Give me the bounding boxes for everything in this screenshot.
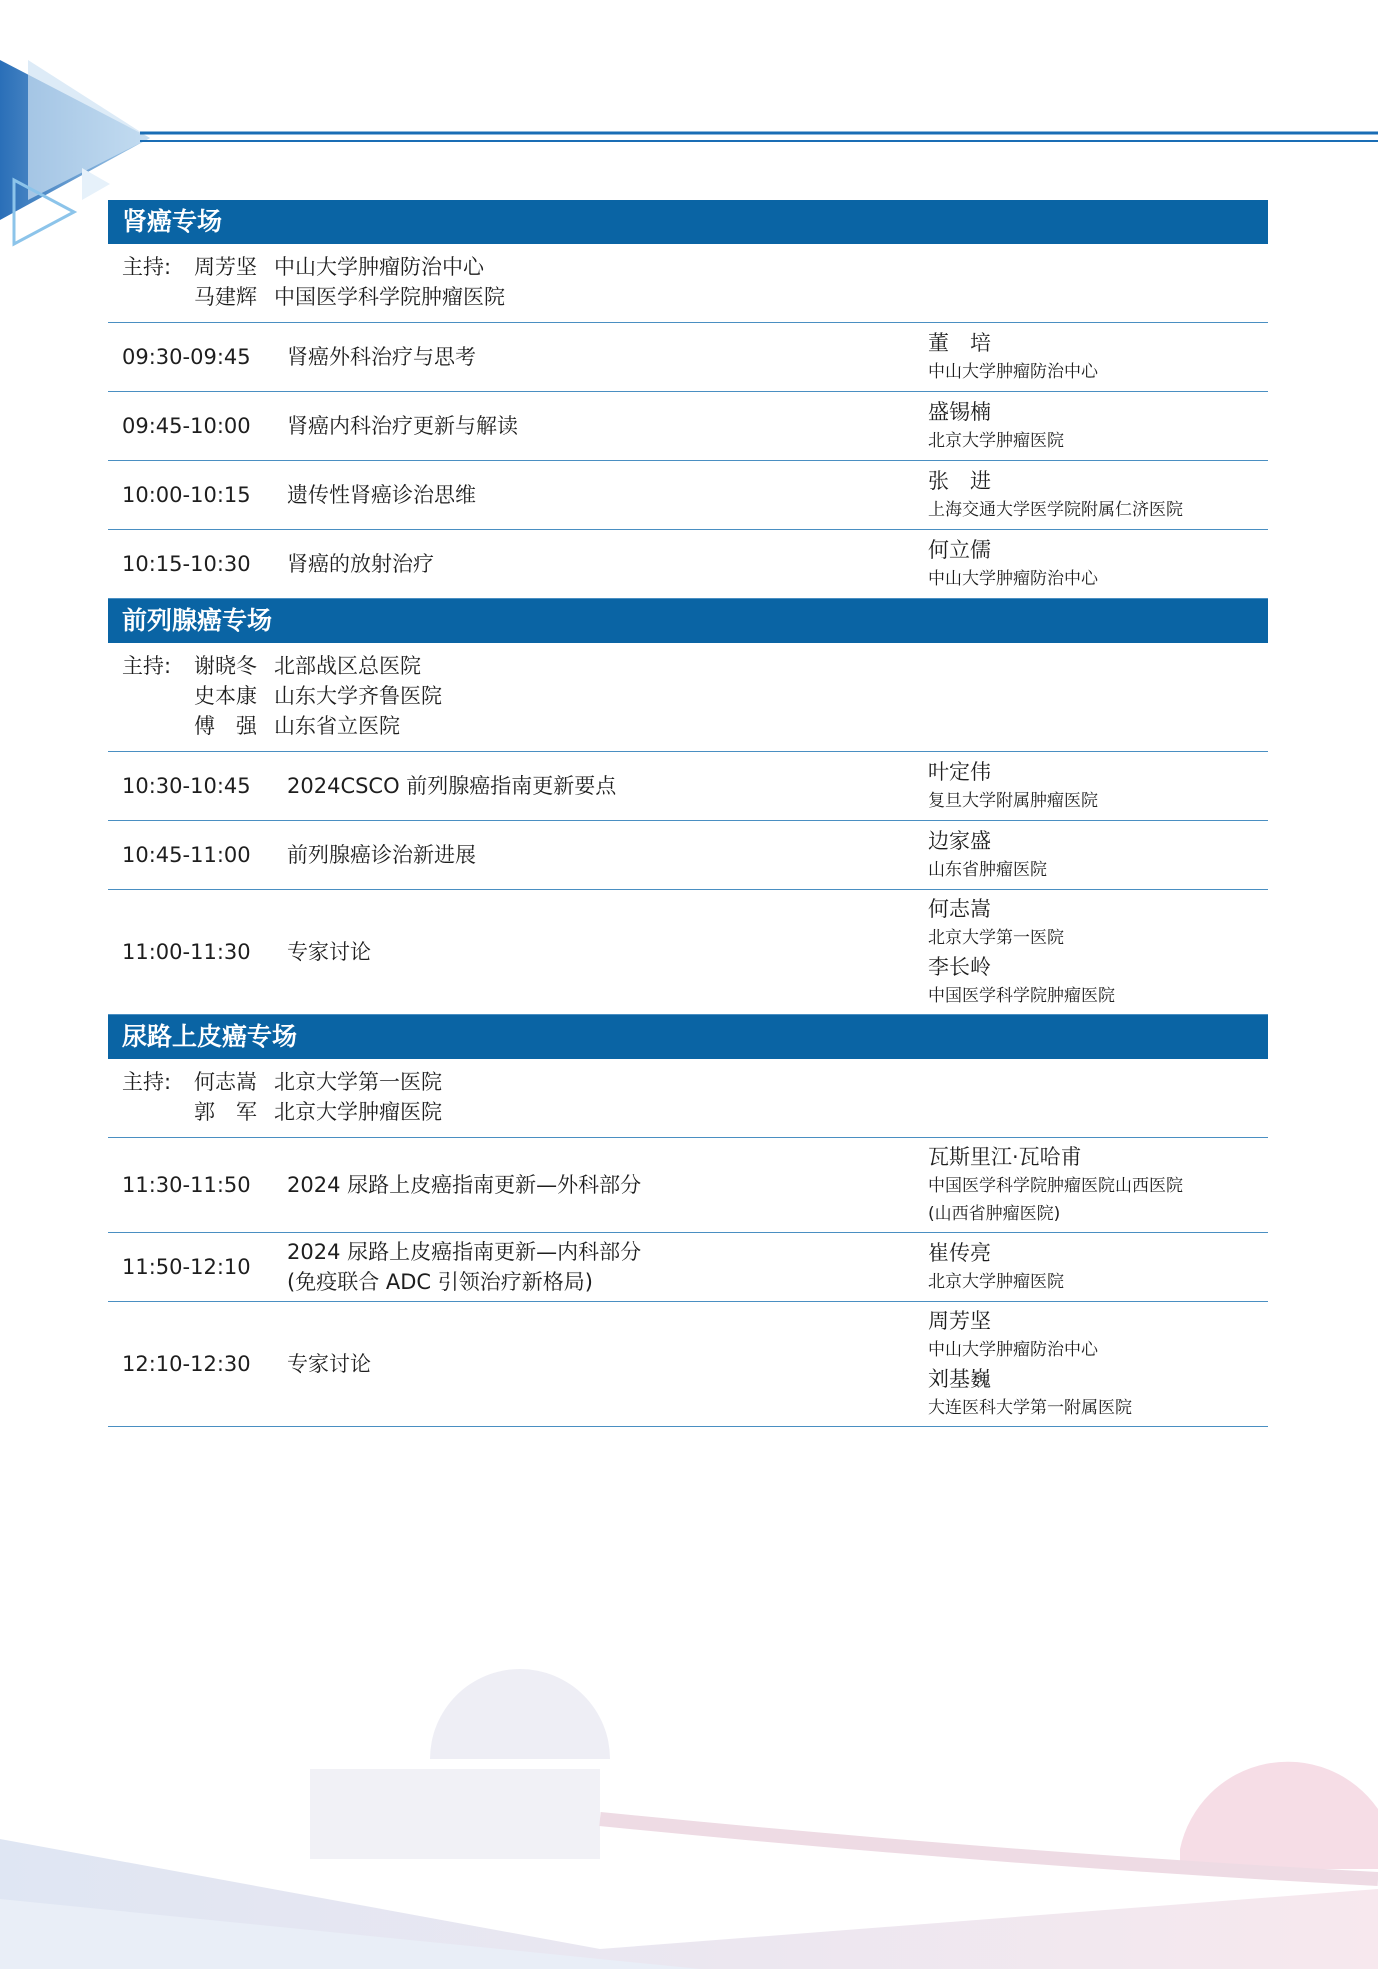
topic — [287, 771, 928, 801]
time-slot: 11:50-12:10 — [122, 1255, 251, 1279]
schedule-row — [108, 890, 1268, 1015]
speakers — [928, 1238, 1268, 1296]
hosts-block — [108, 244, 1268, 323]
host-name: 马建辉 — [194, 285, 257, 309]
speakers — [928, 894, 1268, 1010]
time-slot: 12:10-12:30 — [122, 1352, 251, 1376]
topic — [287, 480, 928, 510]
topic-line: 2024CSCO 前列腺癌指南更新要点 — [287, 774, 617, 798]
topic-line: (免疫联合 ADC 引领治疗新格局) — [287, 1270, 593, 1294]
speaker-affiliation: 中山大学肿瘤防治中心 — [928, 1340, 1098, 1360]
topic — [287, 411, 928, 441]
schedule — [108, 200, 1268, 1427]
time-slot: 10:00-10:15 — [122, 483, 251, 507]
topic-line: 遗传性肾癌诊治思维 — [287, 483, 476, 507]
schedule-row — [108, 1302, 1268, 1427]
hosts-label: 主持: — [122, 255, 172, 279]
host-line — [122, 651, 1268, 681]
host-affiliation: 中国医学科学院肿瘤医院 — [274, 285, 505, 309]
schedule-row — [108, 1138, 1268, 1233]
speaker-name: 崔传亮 — [928, 1241, 991, 1265]
speaker-name: 边家盛 — [928, 829, 991, 853]
hosts-label-spacer — [122, 681, 194, 711]
speaker-name: 瓦斯里江·瓦哈甫 — [928, 1145, 1082, 1169]
hosts-label: 主持: — [122, 1070, 172, 1094]
speaker-affiliation: 中山大学肿瘤防治中心 — [928, 362, 1098, 382]
time-slot: 10:15-10:30 — [122, 552, 251, 576]
hosts-label-spacer — [122, 282, 194, 312]
host-line — [122, 1067, 1268, 1097]
speakers — [928, 826, 1268, 884]
section-title: 前列腺癌专场 — [108, 599, 1268, 643]
schedule-row — [108, 821, 1268, 890]
topic — [287, 840, 928, 870]
time-slot: 09:30-09:45 — [122, 345, 251, 369]
time-slot: 09:45-10:00 — [122, 414, 251, 438]
session-section — [108, 200, 1268, 599]
speakers — [928, 757, 1268, 815]
topic — [287, 937, 928, 967]
topic-line: 前列腺癌诊治新进展 — [287, 843, 476, 867]
host-line — [122, 711, 1268, 741]
topic-line: 专家讨论 — [287, 1352, 371, 1376]
speakers — [928, 1306, 1268, 1422]
host-affiliation: 山东省立医院 — [274, 714, 400, 738]
hosts-block — [108, 1059, 1268, 1138]
speaker-name: 张 进 — [928, 469, 991, 493]
topic-line: 2024 尿路上皮癌指南更新—外科部分 — [287, 1173, 642, 1197]
schedule-row — [108, 461, 1268, 530]
topic-line: 2024 尿路上皮癌指南更新—内科部分 — [287, 1240, 642, 1264]
speaker-affiliation: 上海交通大学医学院附属仁济医院 — [928, 500, 1183, 520]
topic — [287, 342, 928, 372]
speaker-name: 董 培 — [928, 331, 991, 355]
speaker-affiliation: 北京大学肿瘤医院 — [928, 431, 1064, 451]
speakers — [928, 466, 1268, 524]
host-affiliation: 中山大学肿瘤防治中心 — [274, 255, 484, 279]
host-affiliation: 北京大学肿瘤医院 — [274, 1100, 442, 1124]
speaker-name: 何志嵩 — [928, 897, 991, 921]
hosts-label-spacer — [122, 711, 194, 741]
host-name: 谢晓冬 — [194, 654, 257, 678]
schedule-row — [108, 1233, 1268, 1302]
speaker-name: 周芳坚 — [928, 1309, 991, 1333]
section-title: 尿路上皮癌专场 — [108, 1015, 1268, 1059]
session-section — [108, 1015, 1268, 1427]
topic — [287, 549, 928, 579]
topic-line: 肾癌内科治疗更新与解读 — [287, 414, 518, 438]
time-slot: 11:00-11:30 — [122, 940, 251, 964]
time-slot: 10:45-11:00 — [122, 843, 251, 867]
hosts-label-spacer — [122, 1097, 194, 1127]
hosts-label: 主持: — [122, 654, 172, 678]
topic-line: 肾癌的放射治疗 — [287, 552, 434, 576]
host-affiliation: 北部战区总医院 — [274, 654, 421, 678]
speaker-affiliation: 大连医科大学第一附属医院 — [928, 1398, 1132, 1418]
speakers — [928, 328, 1268, 386]
host-line — [122, 252, 1268, 282]
schedule-row — [108, 752, 1268, 821]
speaker-name: 李长岭 — [928, 955, 991, 979]
speaker-affiliation: 复旦大学附属肿瘤医院 — [928, 791, 1098, 811]
speakers — [928, 397, 1268, 455]
speaker-name: 刘基巍 — [928, 1367, 991, 1391]
session-section — [108, 599, 1268, 1015]
time-slot: 11:30-11:50 — [122, 1173, 251, 1197]
schedule-row — [108, 530, 1268, 599]
host-affiliation: 北京大学第一医院 — [274, 1070, 442, 1094]
speaker-name: 叶定伟 — [928, 760, 991, 784]
speakers — [928, 1142, 1268, 1228]
speaker-affiliation: (山西省肿瘤医院) — [928, 1204, 1061, 1224]
speaker-name: 何立儒 — [928, 538, 991, 562]
host-name: 何志嵩 — [194, 1070, 257, 1094]
section-title: 肾癌专场 — [108, 200, 1268, 244]
topic-line: 专家讨论 — [287, 940, 371, 964]
speaker-affiliation: 北京大学第一医院 — [928, 928, 1064, 948]
schedule-row — [108, 323, 1268, 392]
speaker-name: 盛锡楠 — [928, 400, 991, 424]
speaker-affiliation: 山东省肿瘤医院 — [928, 860, 1047, 880]
topic — [287, 1170, 928, 1200]
hosts-block — [108, 643, 1268, 752]
host-line — [122, 1097, 1268, 1127]
host-affiliation: 山东大学齐鲁医院 — [274, 684, 442, 708]
bottom-decoration — [0, 1649, 1378, 1969]
speakers — [928, 535, 1268, 593]
speaker-affiliation: 北京大学肿瘤医院 — [928, 1272, 1064, 1292]
topic — [287, 1349, 928, 1379]
speaker-affiliation: 中国医学科学院肿瘤医院 — [928, 986, 1115, 1006]
speaker-affiliation: 中国医学科学院肿瘤医院山西医院 — [928, 1176, 1183, 1196]
host-name: 史本康 — [194, 684, 257, 708]
host-name: 郭 军 — [194, 1100, 257, 1124]
host-name: 周芳坚 — [194, 255, 257, 279]
host-line — [122, 282, 1268, 312]
topic-line: 肾癌外科治疗与思考 — [287, 345, 476, 369]
topic — [287, 1237, 928, 1297]
host-name: 傅 强 — [194, 714, 257, 738]
speaker-affiliation: 中山大学肿瘤防治中心 — [928, 569, 1098, 589]
schedule-row — [108, 392, 1268, 461]
time-slot: 10:30-10:45 — [122, 774, 251, 798]
host-line — [122, 681, 1268, 711]
